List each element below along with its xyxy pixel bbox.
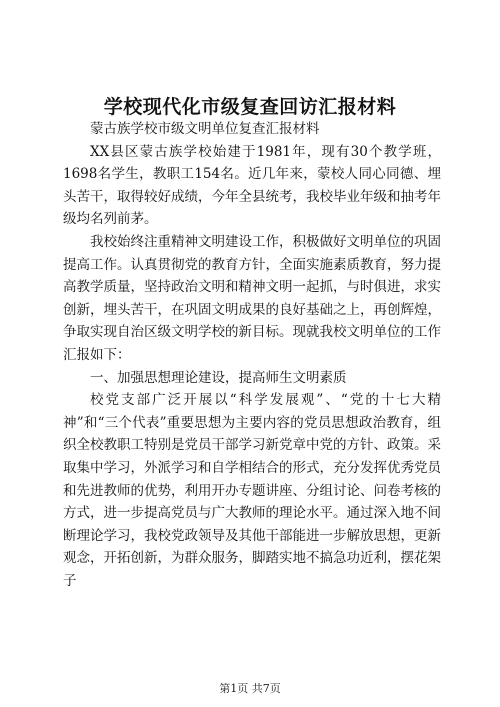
section-heading: 一、加强思想理论建设，提高师生文明素质	[90, 369, 347, 386]
document-body	[63, 118, 441, 592]
page-number: 第1页 共7页	[219, 682, 281, 695]
section-paragraph: 校党支部广泛开展以“科学发展观”、“党的十七大精神”和“三个代表”重要思想为主要内容的党员思想政治教育，组织全校教职工特别是党员干部学习新党章中党的方针、政策。采取集中学习，外派学习和自学相结合的形式，充分发挥优秀党员和先进教师的优势，利用开办专题讲座、分组讨论、问卷考核的方式，进一步提高党员与广大教师的理论水平。通过深入地不间断理论学习，我校党政领导及其他干部能进一步解放思想，更新观念，开拓创新，为群众服务，脚踏实地不搞急功近利，摆花架子	[63, 392, 441, 589]
document-title: 学校现代化市级复查回访汇报材料	[103, 96, 397, 118]
summary-paragraph: 我校始终注重精神文明建设工作，积极做好文明单位的巩固提高工作。认真贯彻党的教育方针，全面实施素质教育，努力提高教学质量，坚持政治文明和精神文明一起抓，与时俱进，求实创新，埋头苦干，在巩固文明成果的良好基础之上，再创辉煌，争取实现自治区级文明学校的新目标。现就我校文明单位的工作汇报如下：	[63, 233, 441, 363]
intro-paragraph: XX县区蒙古族学校始建于1981年，现有30个教学班，1698名学生，教职工154名。近几年来，蒙校人同心同德、埋头苦干，取得较好成绩，今年全县统考，我校毕业年级和抽考年级均名列前茅。	[63, 143, 441, 228]
subtitle-paragraph: 蒙古族学校市级文明单位复查汇报材料	[90, 121, 320, 137]
